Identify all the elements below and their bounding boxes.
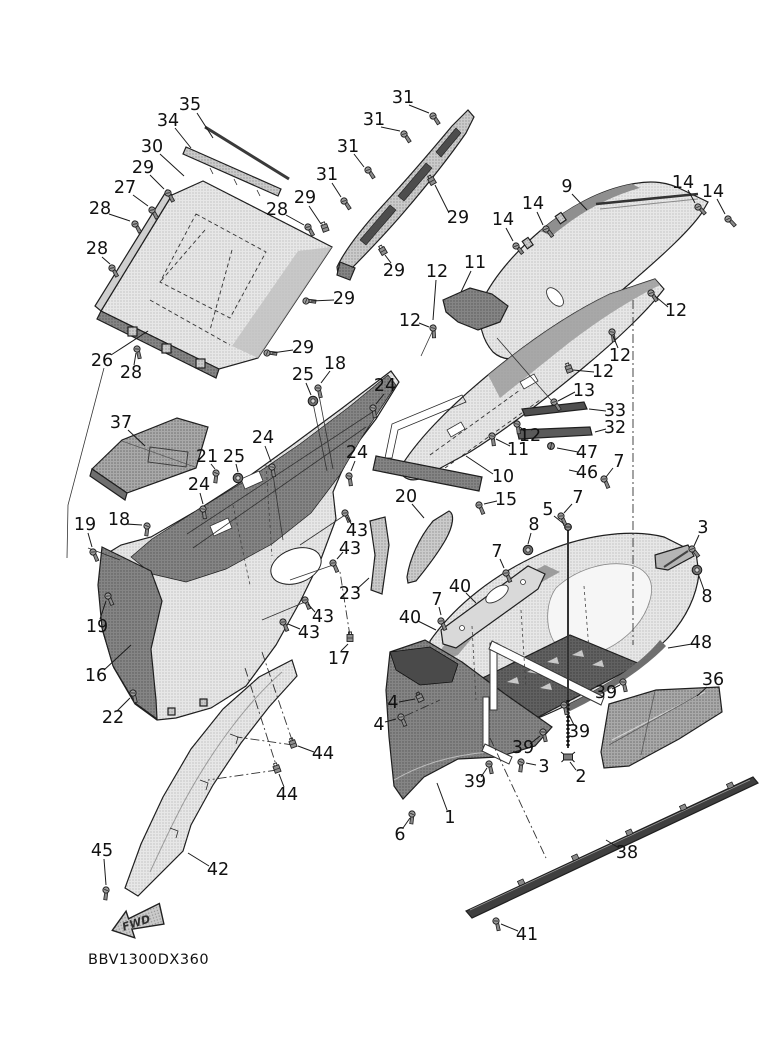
callout-6: 6 [394, 825, 406, 845]
callout-37: 37 [109, 413, 133, 433]
callout-36: 36 [701, 670, 725, 690]
callout-18: 18 [323, 354, 347, 374]
callout-39: 39 [463, 772, 487, 792]
callout-48: 48 [689, 633, 713, 653]
callout-31: 31 [336, 137, 360, 157]
callout-45: 45 [90, 841, 114, 861]
callout-28: 28 [85, 239, 109, 259]
callout-44: 44 [311, 744, 335, 764]
callout-31: 31 [362, 110, 386, 130]
grommet-icon [523, 545, 533, 555]
fwd-label: FWD [120, 912, 152, 934]
callout-28: 28 [119, 363, 143, 383]
callout-5: 5 [542, 500, 554, 520]
callout-29: 29 [382, 261, 406, 281]
callout-28: 28 [265, 200, 289, 220]
callout-11: 11 [463, 253, 487, 273]
callout-14: 14 [521, 194, 545, 214]
callout-24: 24 [187, 475, 211, 495]
part-code: BBV1300DX360 [88, 952, 210, 968]
callout-29: 29 [332, 289, 356, 309]
grommet-icon [308, 396, 318, 406]
callout-25: 25 [291, 365, 315, 385]
callout-8: 8 [701, 587, 713, 607]
callout-1: 1 [444, 808, 456, 828]
callout-43: 43 [297, 623, 321, 643]
callout-20: 20 [394, 487, 418, 507]
callout-40: 40 [448, 577, 472, 597]
callout-29: 29 [291, 338, 315, 358]
callout-4: 4 [373, 715, 385, 735]
callout-39: 39 [511, 738, 535, 758]
callout-25: 25 [222, 447, 246, 467]
callout-12: 12 [608, 346, 632, 366]
callout-15: 15 [494, 490, 518, 510]
callout-3: 3 [538, 757, 550, 777]
callout-35: 35 [178, 95, 202, 115]
callout-38: 38 [615, 843, 639, 863]
callout-12: 12 [425, 262, 449, 282]
callout-12: 12 [664, 301, 688, 321]
callout-10: 10 [491, 467, 515, 487]
callout-24: 24 [373, 376, 397, 396]
callout-7: 7 [491, 542, 503, 562]
callout-30: 30 [140, 137, 164, 157]
callout-27: 27 [113, 178, 137, 198]
callout-39: 39 [567, 722, 591, 742]
callout-17: 17 [327, 649, 351, 669]
callout-43: 43 [311, 607, 335, 627]
callout-19: 19 [85, 617, 109, 637]
callout-7: 7 [613, 452, 625, 472]
callout-14: 14 [671, 173, 695, 193]
callout-3: 3 [697, 518, 709, 538]
callout-23: 23 [338, 584, 362, 604]
callout-14: 14 [701, 182, 725, 202]
callout-9: 9 [561, 177, 573, 197]
callout-8: 8 [528, 515, 540, 535]
callout-11: 11 [506, 440, 530, 460]
callout-26: 26 [90, 351, 114, 371]
callout-12: 12 [398, 311, 422, 331]
callout-47: 47 [575, 443, 599, 463]
callout-2: 2 [575, 767, 587, 787]
callout-34: 34 [156, 111, 180, 131]
callout-16: 16 [84, 666, 108, 686]
grommet-icon [233, 473, 243, 483]
callout-4: 4 [387, 693, 399, 713]
callout-41: 41 [515, 925, 539, 945]
bolthead-icon [547, 442, 555, 450]
callout-24: 24 [345, 443, 369, 463]
callout-39: 39 [594, 683, 618, 703]
grommet-icon [692, 565, 702, 575]
callout-29: 29 [293, 188, 317, 208]
callout-44: 44 [275, 785, 299, 805]
callout-7: 7 [431, 590, 443, 610]
callout-31: 31 [315, 165, 339, 185]
callout-29: 29 [131, 158, 155, 178]
callout-43: 43 [338, 539, 362, 559]
callout-32: 32 [603, 418, 627, 438]
callout-40: 40 [398, 608, 422, 628]
callout-19: 19 [73, 515, 97, 535]
callout-42: 42 [206, 860, 230, 880]
callout-13: 13 [572, 381, 596, 401]
callout-31: 31 [391, 88, 415, 108]
callout-14: 14 [491, 210, 515, 230]
callout-29: 29 [446, 208, 470, 228]
callout-22: 22 [101, 708, 125, 728]
callout-21: 21 [195, 447, 219, 467]
callout-24: 24 [251, 428, 275, 448]
callout-12: 12 [518, 426, 542, 446]
callout-18: 18 [107, 510, 131, 530]
callout-33: 33 [603, 401, 627, 421]
callout-12: 12 [591, 362, 615, 382]
callout-7: 7 [572, 488, 584, 508]
callout-43: 43 [345, 521, 369, 541]
callout-46: 46 [575, 463, 599, 483]
callout-28: 28 [88, 199, 112, 219]
